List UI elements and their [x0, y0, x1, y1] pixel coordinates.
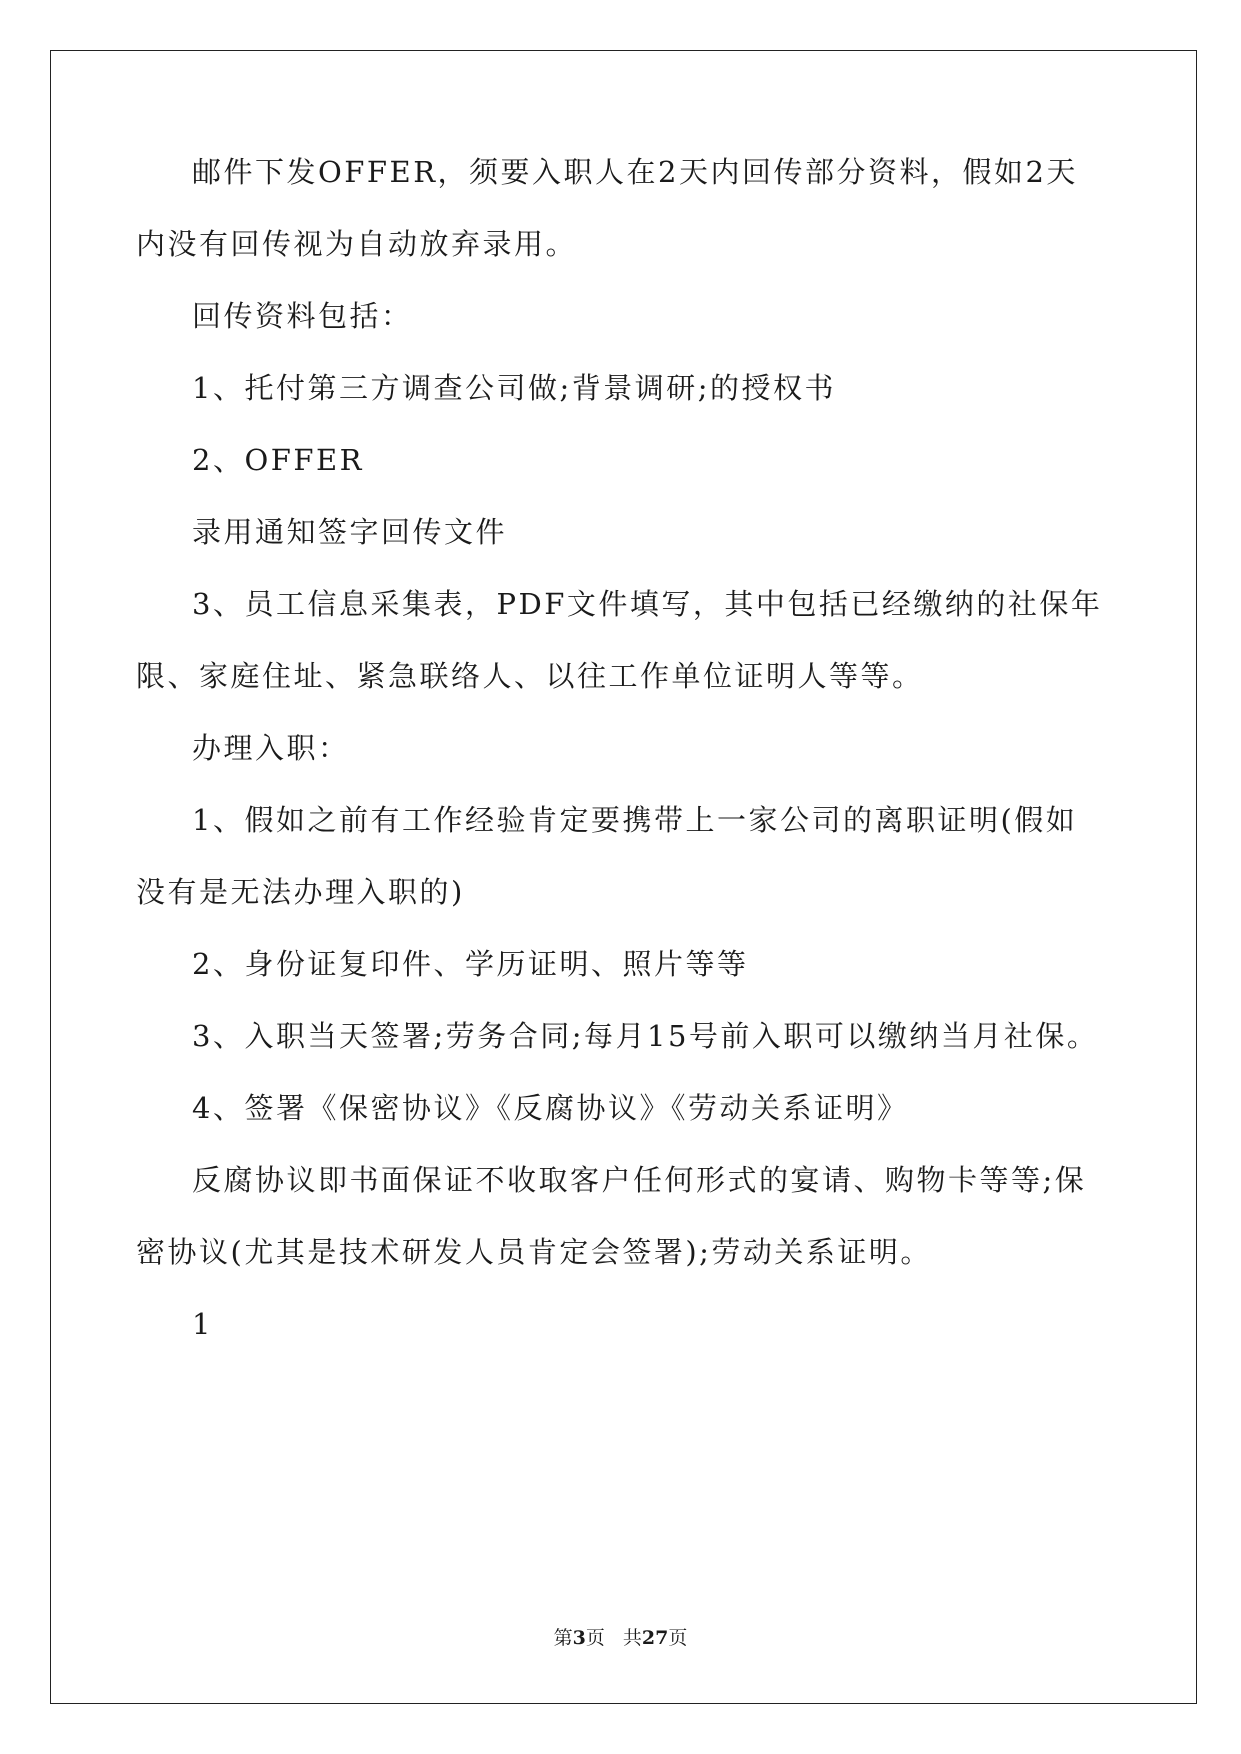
- text-line: 限、家庭住址、紧急联络人、以往工作单位证明人等等。: [136, 659, 924, 693]
- text-line: 4、签署《保密协议》《反腐协议》《劳动关系证明》: [192, 1091, 909, 1125]
- text-line: 3、入职当天签署;劳务合同;每月15号前入职可以缴纳当月社保。: [192, 1019, 1099, 1053]
- text-line: 密协议(尤其是技术研发人员肯定会签署);劳动关系证明。: [136, 1235, 932, 1269]
- text-line: 1: [192, 1307, 213, 1341]
- footer-total-prefix: 共: [622, 1627, 642, 1649]
- text-line: 反腐协议即书面保证不收取客户任何形式的宴请、购物卡等等;保: [192, 1163, 1087, 1197]
- footer-total-suffix: 页: [668, 1627, 688, 1649]
- text-line: 2、身份证复印件、学历证明、照片等等: [192, 947, 749, 981]
- text-line: 没有是无法办理入职的): [136, 875, 465, 909]
- footer-page-suffix: 页: [585, 1627, 605, 1649]
- total-pages-number: 27: [641, 1627, 669, 1649]
- text-line: 内没有回传视为自动放弃录用。: [136, 227, 578, 261]
- text-line: 3、员工信息采集表，PDF文件填写，其中包括已经缴纳的社保年: [192, 587, 1103, 621]
- current-page-number: 3: [572, 1627, 586, 1649]
- text-line: 回传资料包括：: [192, 299, 413, 333]
- text-line: 办理入职：: [192, 731, 350, 765]
- text-line: 录用通知签字回传文件: [192, 515, 508, 549]
- text-line: 2、OFFER: [192, 443, 364, 477]
- footer-prefix: 第: [553, 1627, 573, 1649]
- text-line: 1、假如之前有工作经验肯定要携带上一家公司的离职证明(假如: [192, 803, 1078, 837]
- text-line: 邮件下发OFFER，须要入职人在2天内回传部分资料，假如2天: [192, 155, 1078, 189]
- text-line: 1、托付第三方调查公司做;背景调研;的授权书: [192, 371, 836, 405]
- page-footer: [0, 1626, 1241, 1650]
